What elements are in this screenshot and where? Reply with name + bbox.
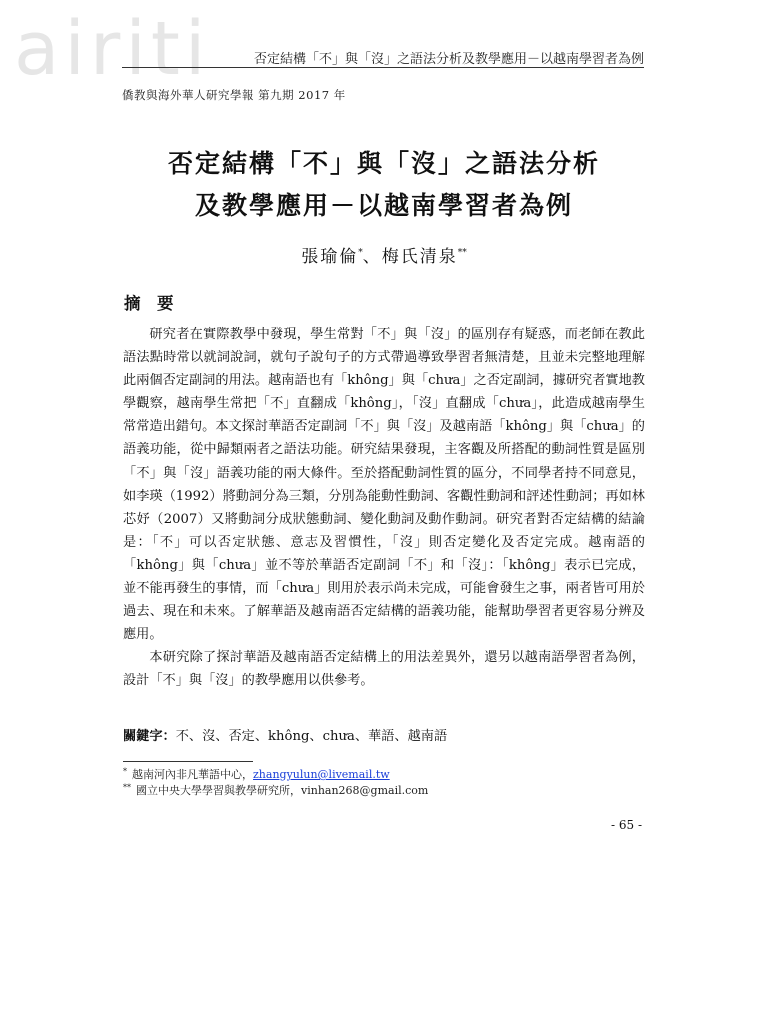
header-rule [122,67,644,68]
author-name-1: 張瑜倫 [301,247,359,267]
abstract-body [123,323,645,693]
journal-name: 僑教與海外華人研究學報 第九期 2017 年 [122,88,346,102]
keywords-label: 關鍵字： [123,729,176,744]
footnote-rule [123,761,253,762]
footnote-2-text: 國立中央大學學習與教學研究所，vinhan268@gmail.com [136,784,429,797]
footnote-2 [123,782,428,798]
author-footnote-mark-1: * [358,248,363,258]
airiti-watermark: airiti [14,6,211,92]
keywords-line [123,725,645,744]
author-footnote-mark-2: ** [457,248,467,258]
footnote-mark-2: ** [123,783,131,792]
abstract-paragraph-1: 研究者在實際教學中發現，學生常對「不」與「沒」的區別存有疑惑，而老師在教此語法點時常以就詞說詞，就句子說句子的方式帶過導致學習者無清楚，且並未完整地理解此兩個否定副詞的用法。越南語也有「không」與「chưa」之否定副詞，據研究者實地教學觀察，越南學生常把「不」直翻成「không」，「沒」直翻成「chưa」，此造成越南學生常常造出錯句。本文探討華語否定副詞「不」與「沒」及越南語「không」與「chưa」的語義功能，從中歸類兩者之語法功能。研究結果發現，主客觀及所搭配的動詞性質是區別「不」與「沒」語義功能的兩大條件。至於搭配動詞性質的區分，不同學者持不同意見，如李瑛（1992）將動詞分為三類，分別為能動性動詞、客觀性動詞和評述性動詞；再如林芯妤（2007）又將動詞分成狀態動詞、變化動詞及動作動詞。研究者對否定結構的結論是：「不」可以否定狀態、意志及習慣性，「沒」則否定變化及否定完成。越南語的「không」與「chưa」並不等於華語否定副詞「不」和「沒」：「không」表示已完成，並不能再發生的事情，而「chưa」則用於表示尚未完成，可能會發生之事，兩者皆可用於過去、現在和未來。了解華語及越南語否定結構的語義功能，能幫助學習者更容易分辨及應用。 [123,327,645,643]
page-number: - 65 - [610,818,642,832]
footnote-1 [123,766,390,782]
keywords-list: 不、沒、否定、không、chưa、華語、越南語 [175,729,448,744]
abstract-paragraph-2: 本研究除了探討華語及越南語否定結構上的用法差異外，還另以越南語學習者為例，設計「不」與「沒」的教學應用以供參考。 [123,650,645,689]
footnote-mark-1: * [123,767,127,776]
running-head: 否定結構「不」與「沒」之語法分析及教學應用－以越南學習者為例 [253,52,644,67]
author-name-2: 梅氏清泉 [381,247,458,267]
abstract-heading: 摘 要 [124,294,174,313]
author-line [0,242,768,267]
author-separator: 、 [362,247,382,267]
footnote-email-link[interactable]: zhangyulun@livemail.tw [253,768,390,781]
paper-title-line1: 否定結構「不」與「沒」之語法分析 [167,149,600,178]
footnote-1-text: 越南河內非凡華語中心， [132,768,253,781]
paper-title-line2: 及教學應用－以越南學習者為例 [194,191,573,220]
